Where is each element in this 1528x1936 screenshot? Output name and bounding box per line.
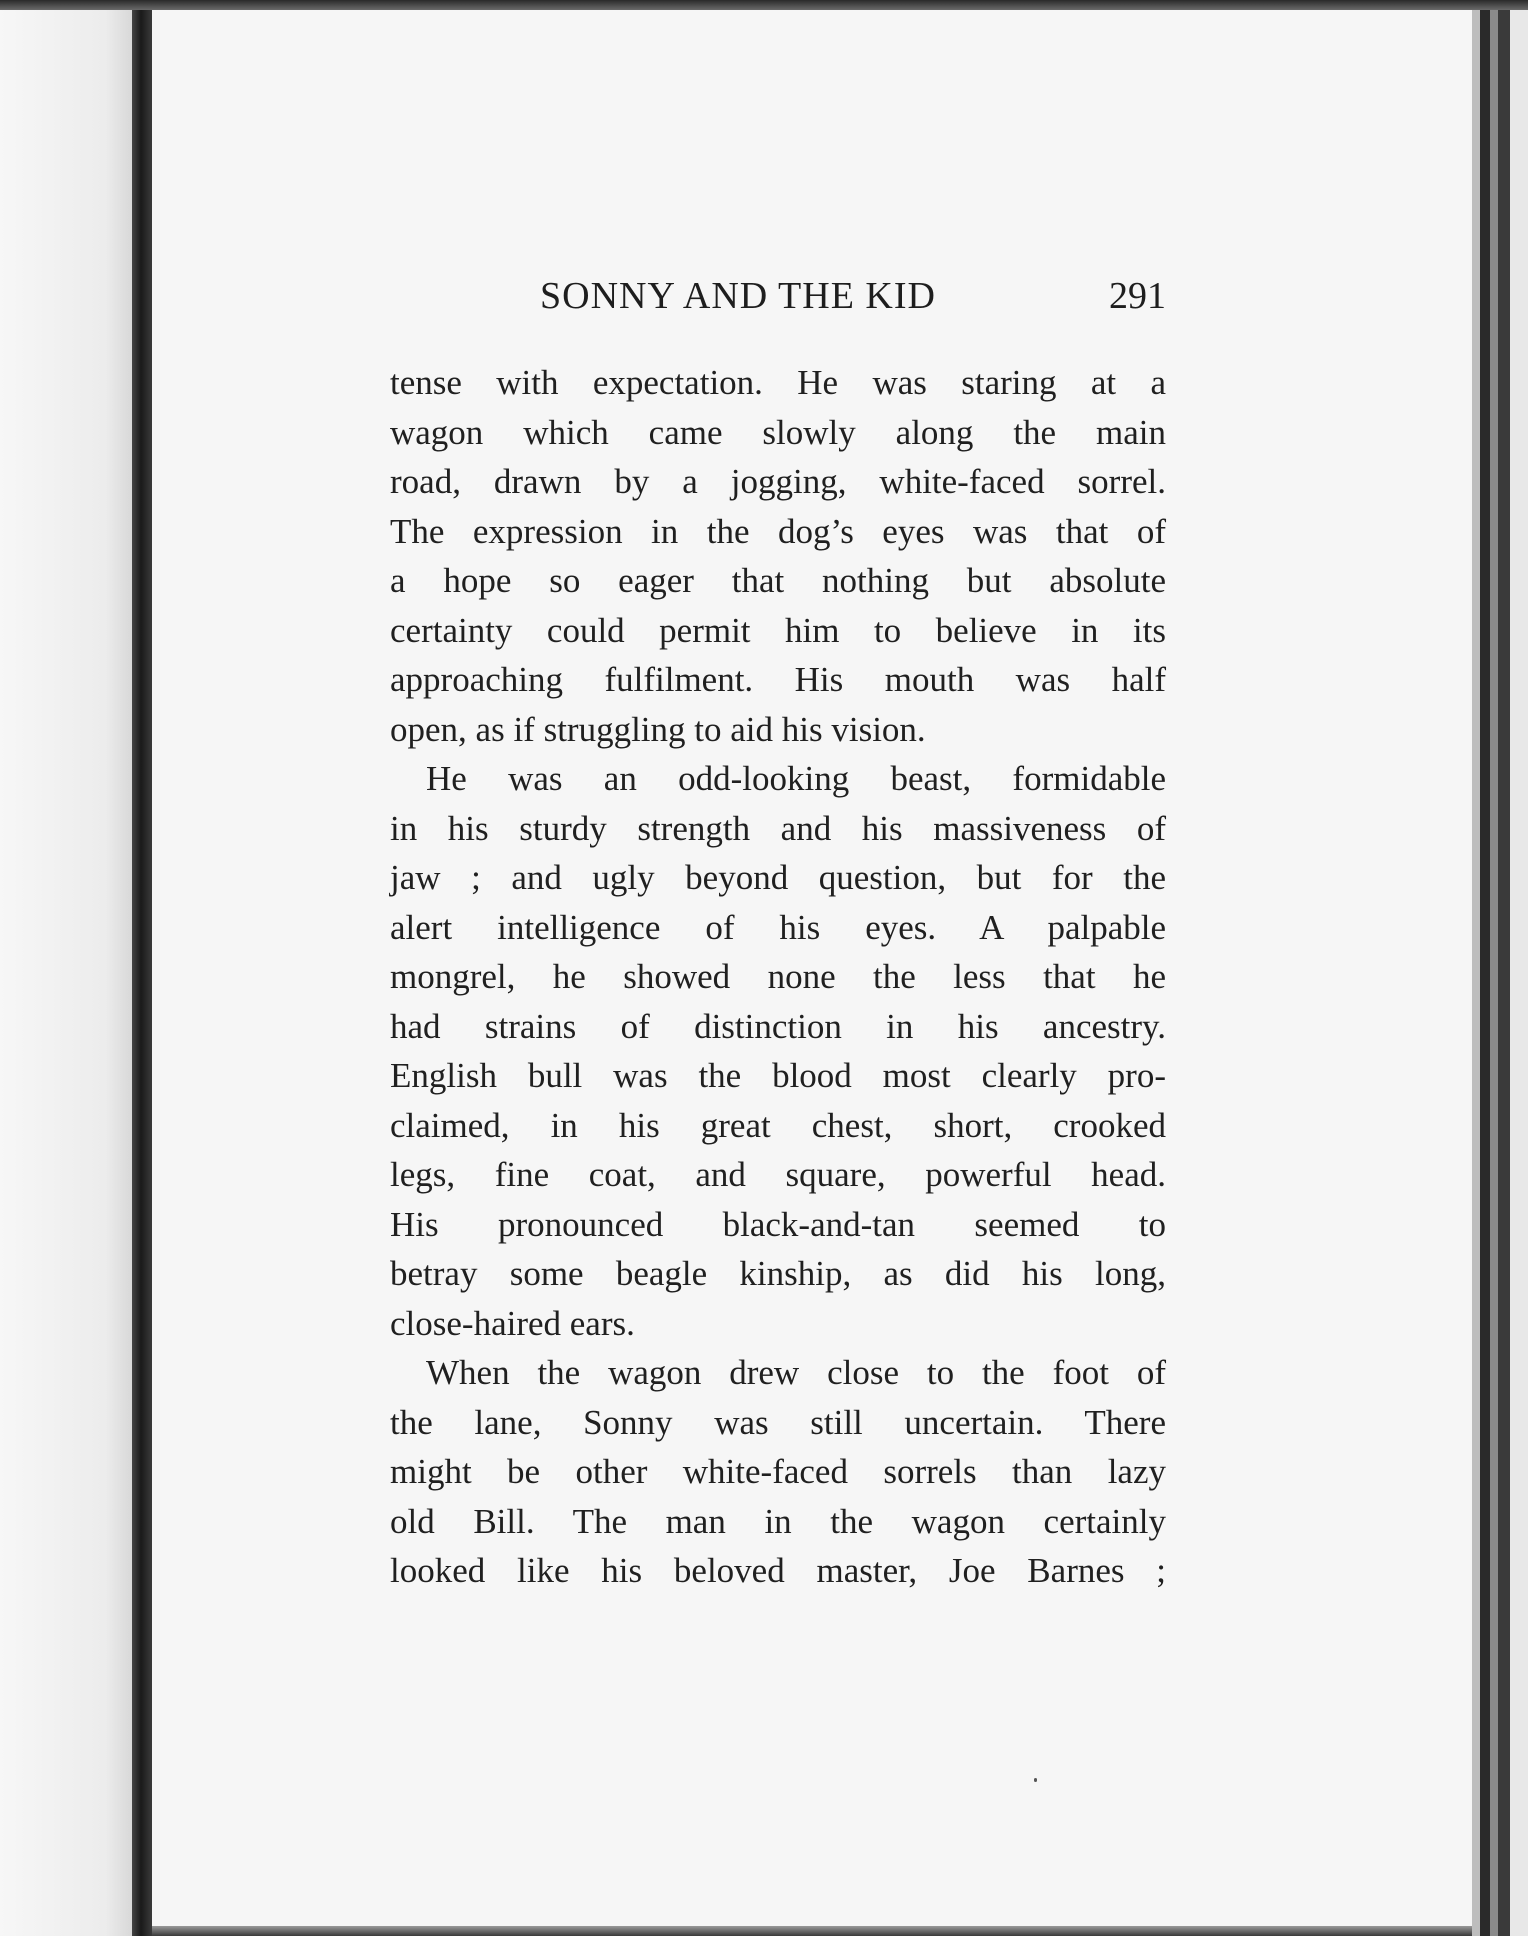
facing-page-edge	[0, 10, 132, 1936]
text-line: English bull was the blood most clearly pro-	[390, 1056, 1166, 1095]
text-line: mongrel, he showed none the less that he	[390, 957, 1166, 996]
text-line: wagon which came slowly along the main	[390, 412, 1166, 452]
book-gutter	[132, 10, 152, 1936]
text-line: in his sturdy strength and his massiveness of	[390, 808, 1166, 848]
page-edge-stack	[1490, 10, 1498, 1936]
text-line: might be other white-faced sorrels than lazy	[390, 1452, 1166, 1491]
text-line: claimed, in his great chest, short, crooked	[390, 1105, 1166, 1145]
text-line: a hope so eager that nothing but absolute	[390, 561, 1166, 600]
text-line: The expression in the dog’s eyes was that of	[390, 511, 1166, 551]
text-line: close-haired ears.	[390, 1303, 635, 1343]
text-line: road, drawn by a jogging, white-faced sorrel.	[390, 462, 1166, 501]
text-line: open, as if struggling to aid his vision.	[390, 709, 926, 749]
text-line: the lane, Sonny was still uncertain. There	[390, 1402, 1166, 1442]
text-line: certainty could permit him to believe in its	[390, 610, 1166, 650]
page-edge-stack	[1480, 10, 1490, 1936]
text-line: looked like his beloved master, Joe Barnes ;	[390, 1551, 1166, 1590]
paragraph-2	[390, 754, 1166, 1348]
scan-top-border	[0, 0, 1528, 10]
text-line: He was an odd-looking beast, formidable	[426, 759, 1166, 798]
text-line: approaching fulfilment. His mouth was half	[390, 660, 1166, 699]
page-number: 291	[1109, 275, 1166, 317]
body-text	[390, 358, 1166, 1596]
text-line: betray some beagle kinship, as did his long,	[390, 1254, 1166, 1293]
text-line: had strains of distinction in his ancestry.	[390, 1006, 1166, 1046]
text-line: When the wagon drew close to the foot of	[426, 1353, 1166, 1392]
text-line: alert intelligence of his eyes. A palpable	[390, 907, 1166, 947]
text-line: His pronounced black-and-tan seemed to	[390, 1204, 1166, 1244]
running-title: SONNY AND THE KID	[540, 275, 936, 317]
text-line: jaw ; and ugly beyond question, but for the	[390, 858, 1166, 897]
text-line: old Bill. The man in the wagon certainly	[390, 1501, 1166, 1541]
paragraph-3	[390, 1348, 1166, 1596]
paragraph-1	[390, 358, 1166, 754]
page-edge-stack	[1498, 10, 1510, 1936]
page-edge-stack	[1472, 10, 1480, 1936]
page-edge-stack	[1510, 10, 1528, 1936]
text-line: tense with expectation. He was staring at a	[390, 363, 1166, 402]
text-line: legs, fine coat, and square, powerful head.	[390, 1155, 1166, 1194]
scan-speck	[1034, 1778, 1037, 1782]
scan-bottom-border	[152, 1926, 1472, 1936]
running-head	[390, 274, 1166, 330]
